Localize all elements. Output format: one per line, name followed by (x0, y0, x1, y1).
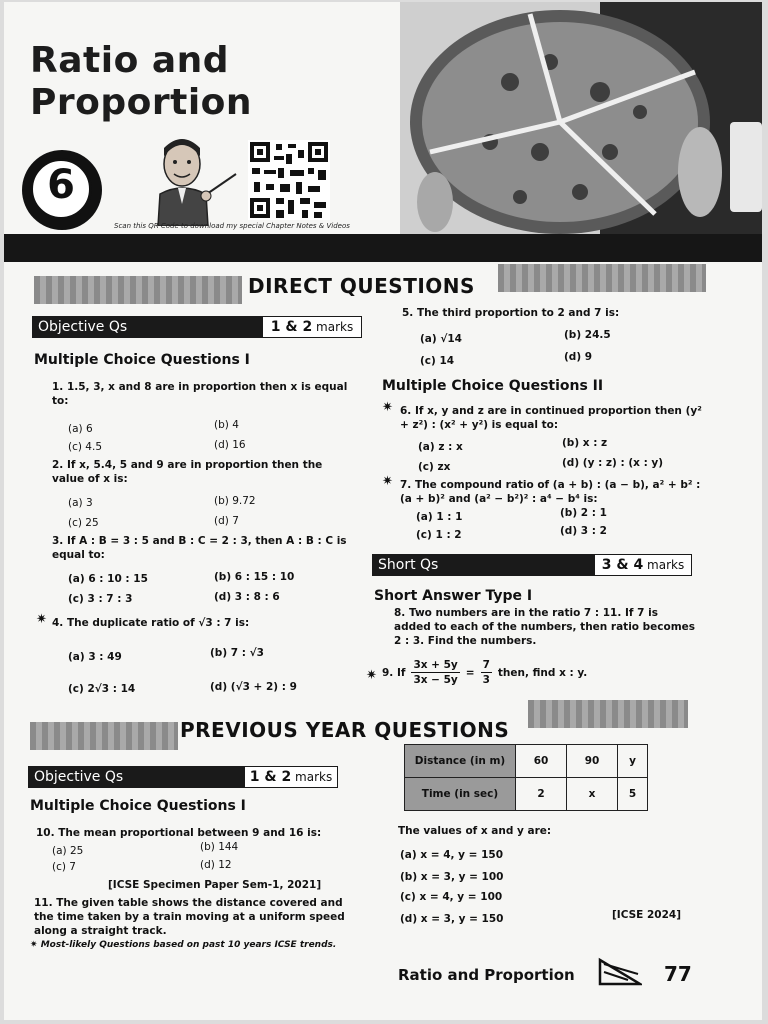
marks-value: 1 & 2 (249, 769, 292, 785)
direct-questions-heading: DIRECT QUESTIONS (248, 274, 475, 298)
qr-code (248, 140, 330, 220)
marks-word: marks (295, 770, 333, 784)
footnote (30, 940, 336, 950)
question-7: 7. The compound ratio of (a + b) : (a − b), a² + b² : (a + b)² and (a² − b²)² : a⁴ − b⁴ is: (400, 479, 701, 505)
question-3: 3. If A : B = 3 : 5 and B : C = 2 : 3, then A : B : C is equal to: (52, 535, 347, 561)
q3-option-a: (a) 6 : 10 : 15 (68, 573, 148, 585)
table-row (405, 778, 648, 811)
q9-prefix: 9. If (382, 666, 406, 679)
q6-option-a: (a) z : x (418, 441, 463, 453)
q6-option-c: (c) zx (418, 461, 451, 473)
table-cell: 90 (567, 745, 618, 778)
table-cell: Distance (in m) (405, 745, 516, 778)
q3-option-c: (c) 3 : 7 : 3 (68, 593, 133, 605)
q5-option-c: (c) 14 (420, 355, 455, 367)
q5-option-b: (b) 24.5 (564, 329, 611, 341)
marks-value: 1 & 2 (270, 319, 313, 335)
page-number: 77 (664, 962, 692, 986)
q10-option-d: (d) 12 (200, 859, 232, 871)
table-cell: y (618, 745, 648, 778)
table-cell: 60 (516, 745, 567, 778)
question-9 (382, 658, 702, 687)
q10-source: [ICSE Specimen Paper Sem-1, 2021] (108, 879, 322, 891)
footer-chapter-title: Ratio and Proportion (398, 966, 575, 984)
teacher-avatar (152, 134, 240, 226)
q9-rhs-numerator: 7 (482, 659, 490, 671)
q1-option-d: (d) 16 (214, 439, 246, 451)
most-likely-star-icon: ✷ (366, 668, 377, 683)
q11-prompt: The values of x and y are: (398, 825, 552, 837)
table-cell: x (567, 778, 618, 811)
q7-option-b: (b) 2 : 1 (560, 507, 607, 519)
question-4: 4. The duplicate ratio of √3 : 7 is: (52, 617, 250, 629)
q11-source: [ICSE 2024] (612, 909, 682, 921)
most-likely-star-icon: ✷ (382, 400, 393, 415)
q1-option-a: (a) 6 (68, 423, 93, 435)
ratio-logo-icon (598, 956, 642, 986)
q9-numerator: 3x + 5y (413, 659, 458, 671)
marks-badge (594, 554, 692, 576)
sat1-heading: Short Answer Type I (374, 588, 533, 604)
header-divider-band (4, 234, 762, 262)
section-rule-right (498, 264, 706, 292)
marks-badge (244, 766, 338, 788)
footnote-text: Most-likely Questions based on past 10 years ICSE trends. (40, 940, 337, 950)
marks-badge (262, 316, 362, 338)
question-10: 10. The mean proportional between 9 and 16 is: (36, 827, 322, 839)
q3-option-d: (d) 3 : 8 : 6 (214, 591, 280, 603)
short-qs-label: Short Qs (372, 554, 594, 576)
objective-qs-bar (32, 316, 362, 338)
most-likely-star-icon: ✷ (36, 612, 47, 627)
q4-option-a: (a) 3 : 49 (68, 651, 122, 663)
chapter-title-line2: Proportion (30, 82, 253, 123)
qr-note: Scan this QR Code to download my special Chapter Notes & Videos (114, 222, 350, 230)
q6-option-b: (b) x : z (562, 437, 608, 449)
mcq2-heading: Multiple Choice Questions II (382, 378, 604, 394)
marks-word: marks (316, 320, 354, 334)
q9-denominator: 3x − 5y (413, 674, 458, 686)
book-page (4, 2, 762, 1020)
chapter-title-line1: Ratio and (30, 40, 230, 81)
q2-option-d: (d) 7 (214, 515, 239, 527)
q4-option-b: (b) 7 : √3 (210, 647, 264, 659)
q11-option-c: (c) x = 4, y = 100 (400, 891, 503, 903)
q10-option-b: (b) 144 (200, 841, 239, 853)
q3-option-b: (b) 6 : 15 : 10 (214, 571, 295, 583)
q10-option-c: (c) 7 (52, 861, 76, 873)
q11-option-a: (a) x = 4, y = 150 (400, 849, 504, 861)
q2-option-a: (a) 3 (68, 497, 93, 509)
table-cell: 5 (618, 778, 648, 811)
question-11: 11. The given table shows the distance covered and the time taken by a train moving at a uniform speed along a straight track. (34, 897, 345, 937)
marks-word: marks (647, 558, 685, 572)
question-2: 2. If x, 5.4, 5 and 9 are in proportion then the value of x is: (52, 459, 323, 485)
q6-option-d: (d) (y : z) : (x : y) (562, 457, 664, 469)
q9-rhs (481, 658, 492, 687)
q4-option-d: (d) (√3 + 2) : 9 (210, 681, 297, 693)
q11-option-b: (b) x = 3, y = 100 (400, 871, 504, 883)
q2-option-b: (b) 9.72 (214, 495, 256, 507)
table-row (405, 745, 648, 778)
table-cell: 2 (516, 778, 567, 811)
mcq1-heading: Multiple Choice Questions I (34, 352, 250, 368)
q2-option-c: (c) 25 (68, 517, 99, 529)
question-1: 1. 1.5, 3, x and 8 are in proportion then x is equal to: (52, 381, 348, 407)
question-8: 8. Two numbers are in the ratio 7 : 11. If 7 is added to each of the numbers, then ratio becomes 2 : 3. Find the numbers. (394, 607, 696, 647)
table-cell: Time (in sec) (405, 778, 516, 811)
q9-suffix: then, find x : y. (497, 666, 588, 679)
distance-time-table (404, 744, 648, 811)
short-qs-bar (372, 554, 692, 576)
marks-value: 3 & 4 (601, 557, 644, 573)
q9-fraction (411, 658, 459, 687)
objective-qs-label: Objective Qs (28, 766, 244, 788)
most-likely-star-icon: ✷ (30, 940, 41, 950)
section-rule-left (34, 276, 242, 304)
q5-option-a: (a) √14 (420, 333, 462, 345)
q7-option-a: (a) 1 : 1 (416, 511, 463, 523)
question-5: 5. The third proportion to 2 and 7 is: (402, 307, 620, 319)
objective-qs-bar (28, 766, 338, 788)
pizza-photo (400, 2, 762, 240)
q7-option-d: (d) 3 : 2 (560, 525, 607, 537)
q7-option-c: (c) 1 : 2 (416, 529, 462, 541)
chapter-number: 6 (47, 162, 75, 208)
q9-equals: = (465, 666, 475, 679)
q1-option-c: (c) 4.5 (68, 441, 103, 453)
pyq-heading: PREVIOUS YEAR QUESTIONS (180, 718, 510, 742)
q1-option-b: (b) 4 (214, 419, 239, 431)
q5-option-d: (d) 9 (564, 351, 593, 363)
most-likely-star-icon: ✷ (382, 474, 393, 489)
chapter-title (30, 40, 252, 124)
section-rule-right (528, 700, 688, 728)
q4-option-c: (c) 2√3 : 14 (68, 683, 136, 695)
objective-qs-label: Objective Qs (32, 316, 262, 338)
mcq1-heading: Multiple Choice Questions I (30, 798, 246, 814)
q10-option-a: (a) 25 (52, 845, 84, 857)
question-6: 6. If x, y and z are in continued proportion then (y² + z²) : (x² + y²) is equal to: (400, 405, 702, 431)
q11-option-d: (d) x = 3, y = 150 (400, 913, 504, 925)
section-rule-left (30, 722, 178, 750)
q9-rhs-denominator: 3 (482, 674, 490, 686)
